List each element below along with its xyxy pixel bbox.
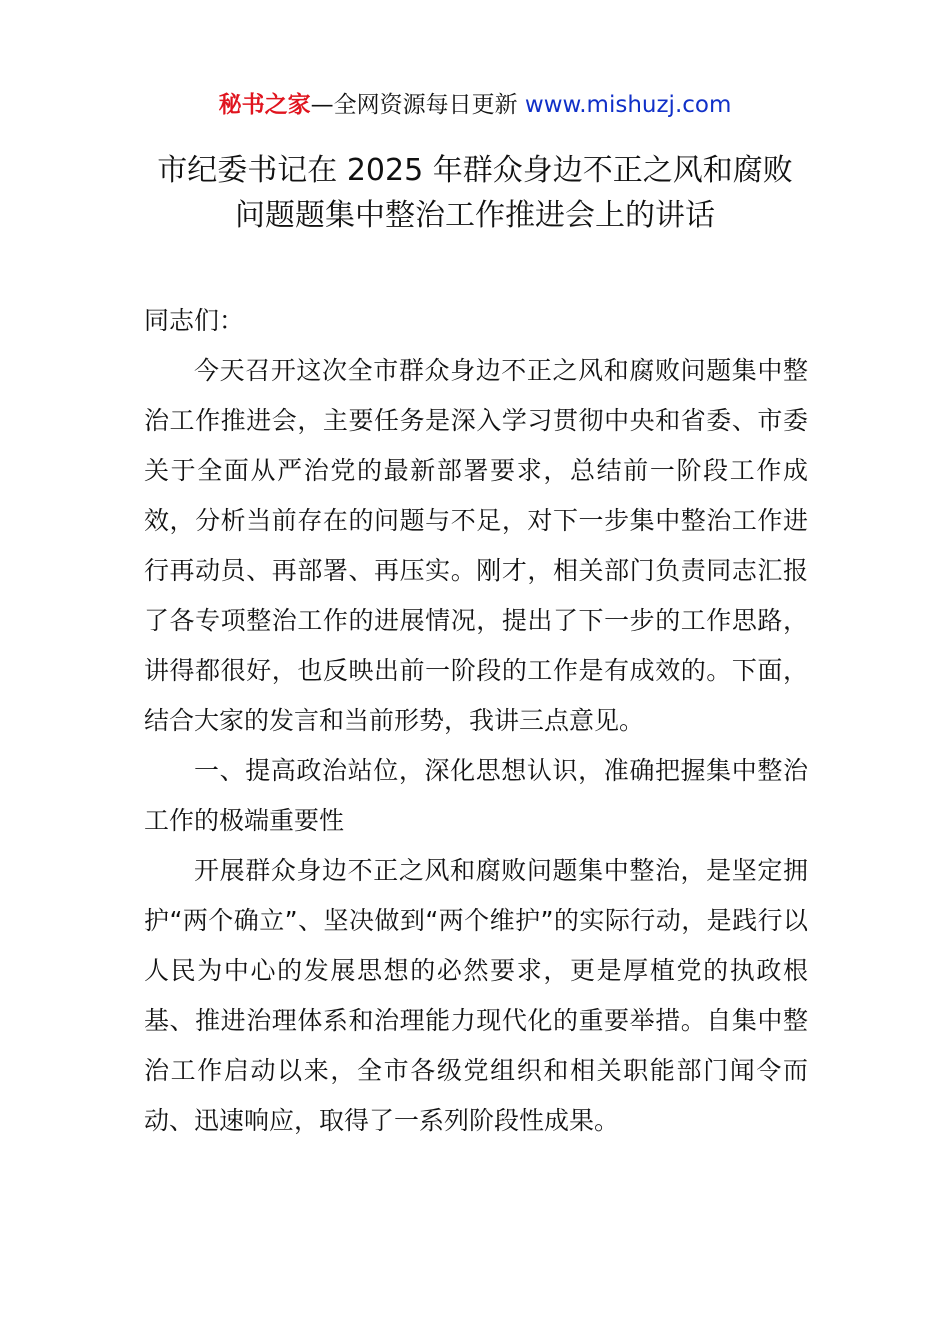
title-line-2: 问题题集中整治工作推进会上的讲话 [235, 198, 715, 233]
paragraph-opening: 今天召开这次全市群众身边不正之风和腐败问题集中整治工作推进会，主要任务是深入学习贯彻中央和省委、市委关于全面从严治党的最新部署要求，总结前一阶段工作成效，分析当前存在的问题与不足，对下一步集中整治工作进行再动员、再部署、再压实。刚才，相关部门负责同志汇报了各专项整治工作的进展情况，提出了下一步的工作思路，讲得都很好，也反映出前一阶段的工作是有成效的。下面，结合大家的发言和当前形势，我讲三点意见。 [144, 356, 808, 735]
site-url-link[interactable]: www.mishuzj.com [524, 92, 732, 118]
salutation: 同志们： [144, 306, 245, 335]
header-tagline: —全网资源每日更新 [310, 92, 518, 118]
document-title [100, 148, 850, 238]
brand-name: 秘书之家 [218, 92, 311, 118]
site-header [0, 88, 950, 122]
paragraph-section-1: 开展群众身边不正之风和腐败问题集中整治，是坚定拥护“两个确立”、坚决做到“两个维护”的实际行动，是践行以人民为中心的发展思想的必然要求，更是厚植党的执政根基、推进治理体系和治理能力现代化的重要举措。自集中整治工作启动以来，全市各级党组织和相关职能部门闻令而动、迅速响应，取得了一系列阶段性成果。 [144, 856, 808, 1135]
document-body [144, 296, 808, 1146]
section-heading-1: 一、提高政治站位，深化思想认识，准确把握集中整治工作的极端重要性 [144, 756, 808, 835]
title-line-1: 市纪委书记在 2025 年群众身边不正之风和腐败 [157, 153, 793, 188]
